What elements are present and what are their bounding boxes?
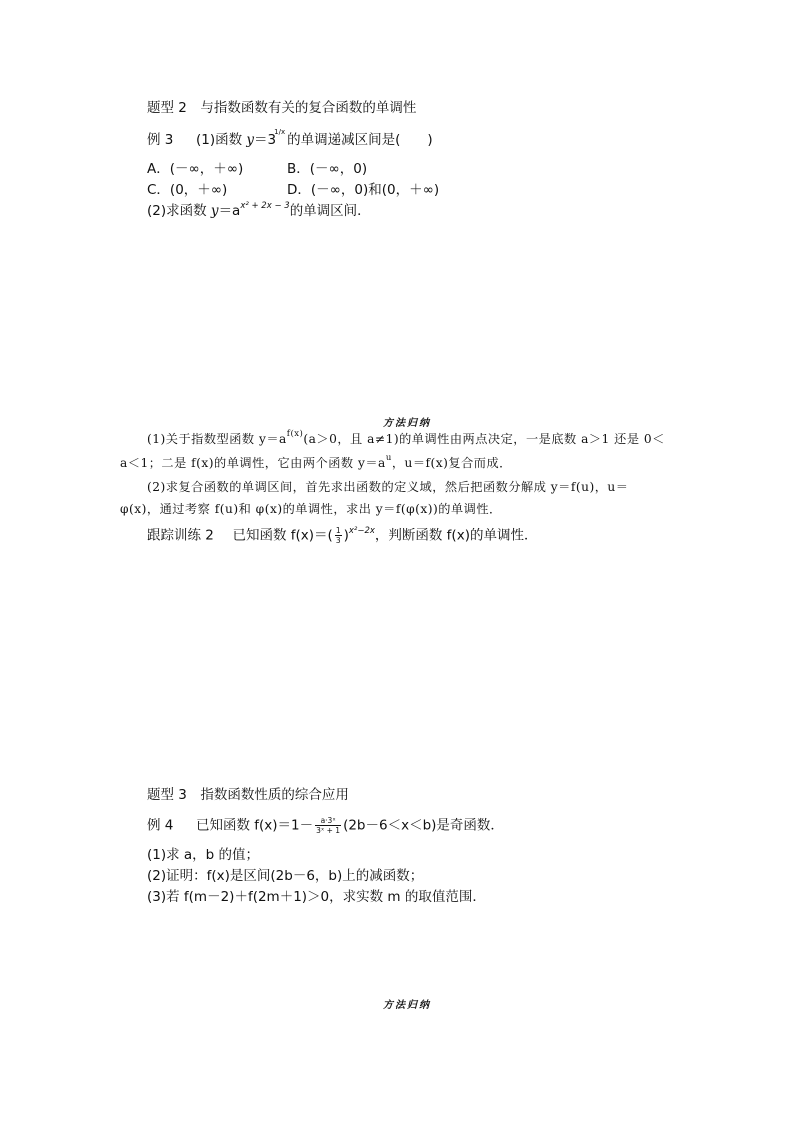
- option-c: C．(0，＋∞): [147, 182, 228, 198]
- summary-1-paragraph-2: [120, 476, 680, 498]
- method-summary-1: [120, 428, 680, 520]
- drill-2-label: 跟踪训练 2: [147, 527, 214, 544]
- method-summary-heading-2: 方法归纳: [383, 1000, 431, 1011]
- option-d: D．(－∞，0)和(0，＋∞): [287, 182, 440, 198]
- example-4-q1: [147, 846, 259, 864]
- example-4-q3: [147, 888, 486, 906]
- ex3-q2-exponent: x² + 2x − 3: [240, 201, 290, 211]
- example-3-label: 例 3: [147, 132, 174, 148]
- section-2-title-text: 题型 2 与指数函数有关的复合函数的单调性: [147, 100, 417, 116]
- summary-p1-b: (a＞0，且 a≠1)的单调性由两点决定，一是底数 a＞1 还是 0＜: [303, 432, 665, 446]
- example-4-q2: [147, 867, 423, 885]
- summary-p1-exp: f(x): [286, 429, 304, 439]
- ex3-q1-prefix: (1)函数: [195, 132, 247, 148]
- option-b: B．(－∞，0): [287, 161, 368, 177]
- method-summary-heading-1: 方法归纳: [383, 418, 431, 429]
- ex3-q2-suffix: 的单调区间．: [289, 203, 371, 219]
- example-3-question-2: [147, 202, 371, 222]
- ex3-q2-eq: ＝a: [218, 203, 241, 219]
- ex3-q1-var: y: [246, 132, 255, 148]
- ex4-q1-text: (1)求 a，b 的值；: [147, 847, 260, 863]
- summary-p1-c: a＜1；二是 f(x)的单调性，它由两个函数 y＝a: [120, 456, 386, 470]
- drill-2-fraction: [335, 526, 342, 545]
- summary-p1-d: ，u＝f(x)复合而成．: [391, 456, 512, 470]
- options-row-1: [147, 160, 367, 178]
- ex4-text-b: (2b－6＜x＜b)是奇函数．: [343, 817, 504, 834]
- summary-1-paragraph-1-cont: [120, 452, 680, 476]
- drill-2-text-b: ，判断函数 f(x)的单调性．: [374, 527, 538, 544]
- example-3-question-1: [147, 128, 433, 151]
- summary-p2-a: (2)求复合函数的单调区间，首先求出函数的定义域，然后把函数分解成 y＝f(u)，u＝: [147, 480, 629, 494]
- option-a: A．(－∞，＋∞): [147, 161, 244, 177]
- section-3-title-text: 题型 3 指数函数性质的综合应用: [147, 787, 349, 803]
- section-3-title: [147, 786, 349, 804]
- ex4-q3-text: (3)若 f(m－2)＋f(2m＋1)＞0，求实数 m 的取值范围．: [147, 889, 486, 905]
- summary-p2-b: φ(x)，通过考察 f(u)和 φ(x)的单调性，求出 y＝f(φ(x))的单调性．: [120, 502, 502, 516]
- section-2-title: [147, 99, 416, 117]
- drill-2-text-a: 已知函数 f(x)＝(: [232, 527, 333, 544]
- example-4-label: 例 4: [147, 817, 174, 834]
- ex4-text-a: 已知函数 f(x)＝1－: [195, 817, 314, 834]
- ex3-q2-var: y: [210, 203, 219, 219]
- ex4-q2-text: (2)证明：f(x)是区间(2b－6，b)上的减函数；: [147, 868, 424, 884]
- summary-p1-a: (1)关于指数型函数 y＝a: [147, 432, 287, 446]
- ex4-fraction: [315, 816, 341, 835]
- drill-2-exponent: x²−2x: [348, 525, 375, 536]
- summary-1-paragraph-2-cont: [120, 498, 680, 520]
- ex3-q2-prefix: (2)求函数: [147, 203, 211, 219]
- drill-2: 跟踪训练 2 已知函数 f(x)＝( $\frac{1}{3}$ )$^{x^2-2x}$，判断函数 f(x)的单调性．: [147, 525, 538, 545]
- summary-p1-exp2: u: [385, 453, 392, 463]
- ex4-frac-den: 3ˣ + 1: [316, 826, 341, 835]
- ex3-q1-eq: ＝3: [254, 132, 277, 148]
- summary-1-paragraph-1: [120, 428, 680, 452]
- ex4-frac-num: a·3ˣ: [315, 816, 341, 826]
- example-4: [147, 816, 504, 835]
- drill-2-frac-den: 3: [335, 536, 341, 545]
- ex3-q1-suffix: 的单调递减区间是( ): [287, 132, 433, 148]
- options-row-2: [147, 181, 439, 199]
- drill-2-frac-num: 1: [335, 526, 341, 535]
- ex3-q1-exponent: 1/x: [274, 128, 286, 136]
